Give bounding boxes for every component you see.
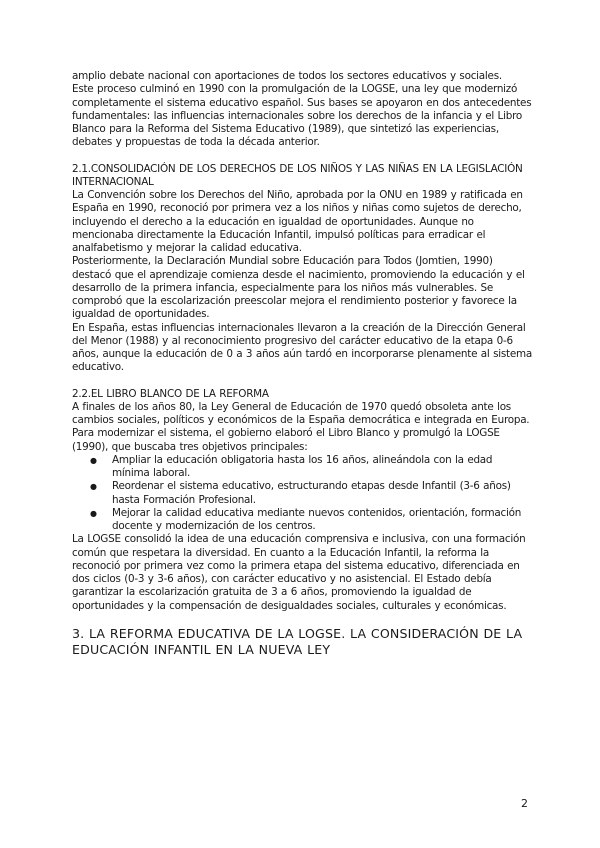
section-2-2-paragraph-1: A finales de los años 80, la Ley General de Educación de 1970 quedó obsoleta ante los cambios sociales, políticos y económicos de la España democrática e integrada en Europa. Para modernizar el sistema, el gobierno elaboró el Libro Blanco y promulgó la LOGSE (1990), que buscaba tres objetivos principales: xyxy=(72,400,530,453)
section-2-1-paragraph-3: En España, estas influencias internacionales llevaron a la creación de la Dirección General del Menor (1988) y al reconocimiento progresivo del carácter educativo de la etapa 0-6 años, aunque la educación de 0 a 3 años aún tardó en incorporarse plenamente al sistema educativo. xyxy=(72,321,532,374)
intro-paragraph-2: Este proceso culminó en 1990 con la promulgación de la LOGSE, una ley que modernizó completamente el sistema educativo español. Sus bases se apoyaron en dos antecedentes fundamentales: las influencias internacionales sobre los derechos de la infancia y el Libro Blanco para la Reforma del Sistema Educativo (1989), que sintetizó las experiencias, debates y propuestas de toda la década anterior. xyxy=(72,83,532,149)
section-2-2-heading: 2.2.EL LIBRO BLANCO DE LA REFORMA xyxy=(72,387,269,400)
section-2-2-paragraph-2: La LOGSE consolidó la idea de una educación comprensiva e inclusiva, con una formación común que respetara la diversidad. En cuanto a la Educación Infantil, la reforma la reconoció por primera vez como la primera etapa del sistema educativo, diferenciada en dos ciclos (0-3 y 3-6 años), con carácter educativo y no asistencial. El Estado debía garantizar la escolarización gratuita de 3 a 6 años, promoviendo la igualdad de oportunidades y la compensación de desigualdades sociales, culturales y económicas. xyxy=(72,533,526,612)
document-page xyxy=(72,70,532,658)
page-number: 2 xyxy=(521,797,528,810)
objectives-list xyxy=(72,454,532,534)
section-2-1-paragraph-2: Posteriormente, la Declaración Mundial sobre Educación para Todos (Jomtien, 1990) destacó que el aprendizaje comienza desde el nacimiento, promoviendo la educación y el desarrollo de la primera infancia, especialmente para los niños más vulnerables. Se comprobó que la escolarización preescolar mejora el rendimiento posterior y favorece la igualdad de oportunidades. xyxy=(72,255,525,321)
list-item: ● Ampliar la educación obligatoria hasta los 16 años, alineándola con la edad mínima laboral. xyxy=(72,454,532,481)
section-2-1-paragraph-1: La Convención sobre los Derechos del Niño, aprobada por la ONU en 1989 y ratificada en España en 1990, reconoció por primera vez a los niños y niñas como sujetos de derecho, incluyendo el derecho a la educación en igualdad de oportunidades. Aunque no mencionaba directamente la Educación Infantil, impulsó políticas para erradicar el analfabetismo y mejorar la calidad educativa. xyxy=(72,189,523,254)
list-item: ● Mejorar la calidad educativa mediante nuevos contenidos, orientación, formación docente y modernización de los centros. xyxy=(72,507,532,534)
intro-paragraph-1: amplio debate nacional con aportaciones de todos los sectores educativos y sociales. xyxy=(72,70,502,82)
spacer xyxy=(72,150,532,163)
spacer xyxy=(72,375,532,388)
section-2-1-heading: 2.1.CONSOLIDACIÓN DE LOS DERECHOS DE LOS NIÑOS Y LAS NIÑAS EN LA LEGISLACIÓN INTERNACIONAL xyxy=(72,162,523,188)
section-3-heading: 3. LA REFORMA EDUCATIVA DE LA LOGSE. LA CONSIDERACIÓN DE LA EDUCACIÓN INFANTIL EN LA NUEVA LEY xyxy=(72,625,523,657)
list-item: ● Reordenar el sistema educativo, estructurando etapas desde Infantil (3-6 años) hasta Formación Profesional. xyxy=(72,480,532,507)
